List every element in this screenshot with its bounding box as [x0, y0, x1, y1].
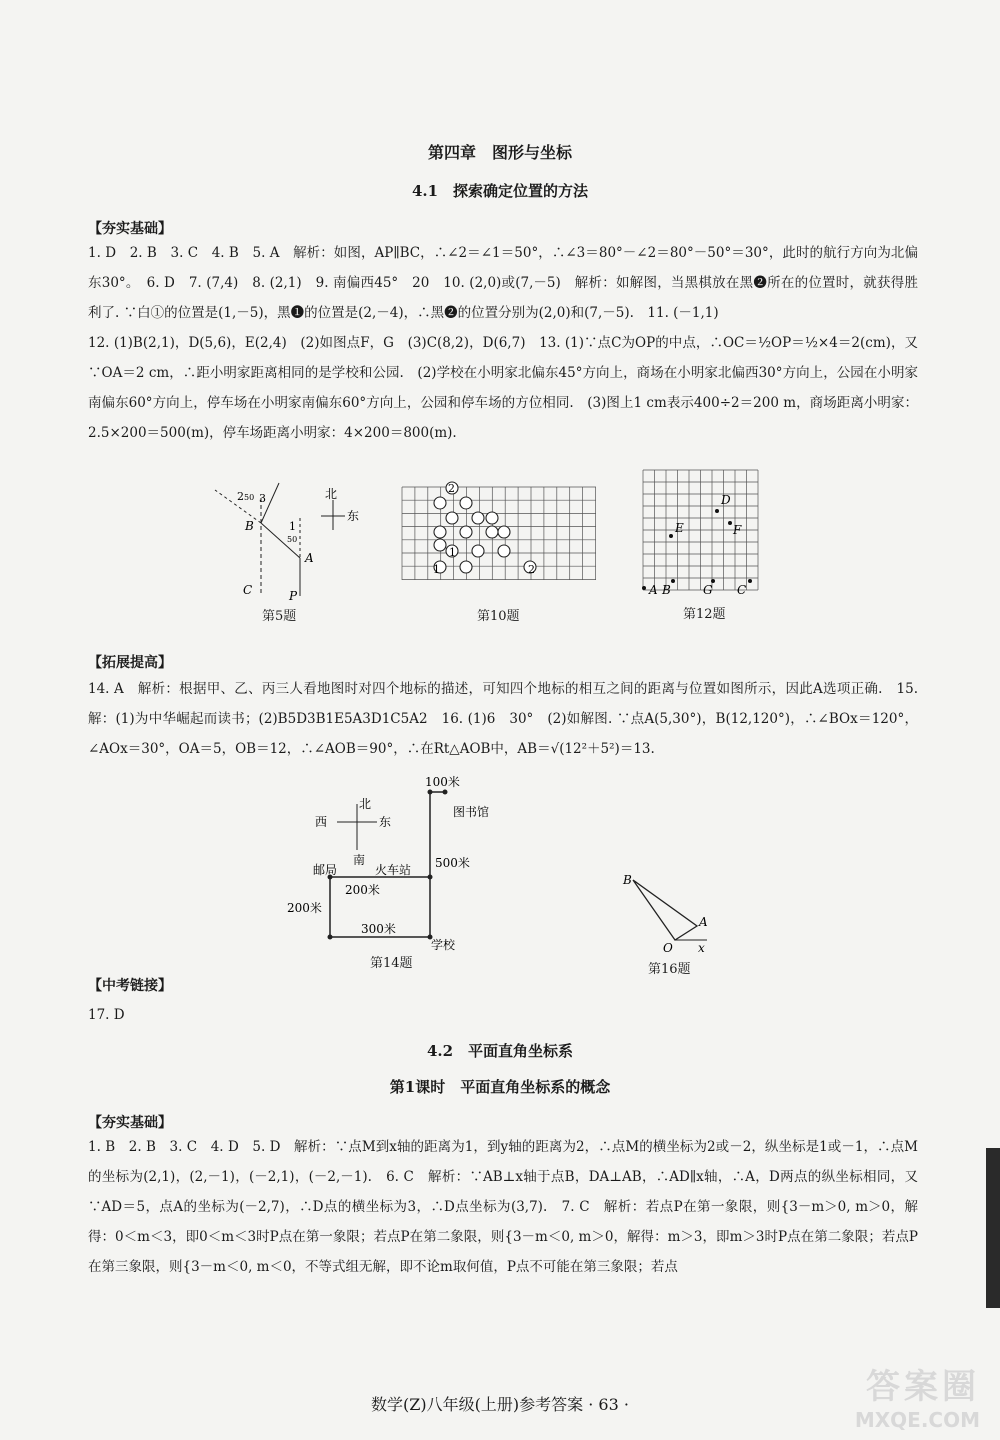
- section-title-4-2: 4.2 平面直角坐标系: [426, 1042, 574, 1060]
- fig12-dot-d: [715, 509, 719, 513]
- fig12-dot-b: [671, 579, 675, 583]
- fig12-dot-a: [642, 586, 646, 590]
- fig14-label-200m-top: 200米: [345, 883, 380, 897]
- fig14-label-library: 图书馆: [453, 805, 490, 819]
- fig12-label-f: F: [733, 523, 742, 537]
- fig16-triangle: [633, 880, 697, 940]
- fig12-dot-f: [728, 521, 732, 525]
- fig14-west: 西: [315, 815, 328, 829]
- lesson-title: 第1课时 平面直角坐标系的概念: [389, 1078, 611, 1096]
- fig12-label-b: B: [662, 583, 671, 597]
- fig16-label-o: O: [663, 941, 673, 955]
- fig14-node-library: [443, 790, 448, 795]
- answers-14-16: 14. A 解析：根据甲、乙、丙三人看地图时对四个地标的描述，可知四个地标的相互之间的距离与位置如图所示，因此A选项正确. 15. 解：(1)为中华崛起而读书；(2)B5D3B1E5A3D1C5A2 16. (1)6 30° (2)如解图. ∵点A(5,30°)，B(12,120°)，∴∠BOx＝120°，∠AOx＝30°，OA＝5，OB＝12，∴∠AOB＝90°，∴在Rt△AOB中，AB＝√(12²＋5²)＝13.: [88, 681, 918, 757]
- heading-extension: 【拓展提高】: [88, 655, 172, 671]
- figure-14-map: [285, 772, 490, 952]
- figure-10-board: [400, 482, 600, 582]
- fig5-east: 东: [347, 509, 360, 523]
- fig10-label-w1: 1: [449, 546, 456, 559]
- chapter-title: 第四章 图形与坐标: [427, 143, 572, 162]
- fig10-label-b2: 2: [528, 563, 535, 576]
- answer-17: 17. D: [88, 1007, 125, 1023]
- fig12-label-c: C: [737, 583, 747, 597]
- fig14-label-post: 邮局: [313, 863, 338, 877]
- fig5-north: 北: [325, 487, 338, 501]
- fig5-point-c: C: [243, 583, 253, 597]
- go-stone: [472, 512, 484, 524]
- fig5-label-3: 3: [259, 492, 266, 505]
- heading-exam-link: 【中考链接】: [88, 978, 172, 994]
- fig14-node-station: [428, 875, 433, 880]
- caption-16: 第16题: [648, 962, 691, 977]
- fig14-label-500m: 500米: [435, 856, 470, 870]
- go-stone: [434, 539, 446, 551]
- go-stone: [460, 561, 472, 573]
- fig5-label-deg: 50: [244, 493, 255, 502]
- caption-5: 第5题: [262, 609, 297, 624]
- answers-block-2: [88, 674, 918, 764]
- answers-block-1: [88, 238, 918, 448]
- fig14-label-station: 火车站: [375, 863, 412, 877]
- fig12-label-e: E: [675, 521, 684, 535]
- caption-14: 第14题: [370, 956, 413, 971]
- fig16-label-x: x: [698, 941, 705, 955]
- go-stone: [460, 526, 472, 538]
- fig12-label-g: G: [703, 583, 713, 597]
- answers-block-3: [88, 1000, 918, 1030]
- watermark: [855, 1359, 980, 1432]
- go-stone: [486, 512, 498, 524]
- figure-16-triangle: [615, 868, 715, 953]
- page-edge-tab: [986, 1148, 1000, 1308]
- fig5-label-2: 2: [237, 490, 244, 503]
- watermark-title: 答案圈: [866, 1367, 980, 1407]
- fig14-label-300m: 300米: [361, 922, 396, 936]
- go-stone: [486, 526, 498, 538]
- fig5-point-a: A: [305, 551, 314, 565]
- fig12-label-d: D: [721, 493, 731, 507]
- fig16-label-a: A: [699, 915, 708, 929]
- go-stone: [446, 512, 458, 524]
- go-stone: [498, 526, 510, 538]
- watermark-url: MXQE.COM: [854, 1408, 980, 1432]
- answers-1-11: 1. D 2. B 3. C 4. B 5. A 解析：如图，AP∥BC，∴∠2＝∠1＝50°，∴∠3＝80°－∠2＝80°－50°＝30°，此时的航行方向为北偏东30°。 6. D 7. (7,4) 8. (2,1) 9. 南偏西45° 20 10. (2,0)或(7,－5) 解析：如解图，当黑棋放在黑❷所在的位置时，就获得胜利了. ∵白①的位置是(1,－5)，黑❶的位置是(2,－4)，∴黑❷的位置分别为(2,0)和(7,－5). 11. (－1,1): [88, 245, 918, 321]
- go-stone: [472, 545, 484, 557]
- heading-basic: 【夯实基础】: [88, 221, 172, 237]
- figure-5: [205, 478, 365, 603]
- fig14-label-school: 学校: [431, 938, 456, 952]
- fig14-node-corner: [428, 790, 433, 795]
- caption-10: 第10题: [477, 609, 520, 624]
- fig5-point-p: P: [289, 589, 298, 603]
- fig12-dot-c: [748, 579, 752, 583]
- fig5-label-deg2: 50: [287, 535, 298, 544]
- answers-4-2-1-7: 1. B 2. B 3. C 4. D 5. D 解析：∵点M到x轴的距离为1，到y轴的距离为2，∴点M的横坐标为2或－2，纵坐标是1或－1，∴点M的坐标为(2,1)，(2,－1)，(－2,1)，(－2,－1). 6. C 解析：∵AB⊥x轴于点B，DA⊥AB，∴AD∥x轴，∴A，D两点的纵坐标相同，又∵AD＝5，点A的坐标为(－2,7)，∴D点的横坐标为3，∴D点坐标为(3,7). 7. C 解析：若点P在第一象限，则{3－m＞0, m＞0，解得：0＜m＜3，即0＜m＜3时P点在第一象限；若点P在第二象限，则{3－m＜0, m＞0，解得：m＞3，即m＞3时P点在第二象限；若点P在第三象限，则{3－m＜0, m＜0，不等式组无解，即不论m取何值，P点不可能在第三象限；若点: [88, 1139, 918, 1275]
- section-title-4-1: 4.1 探索确定位置的方法: [411, 182, 589, 200]
- fig5-point-b: B: [245, 519, 254, 533]
- go-stone: [498, 545, 510, 557]
- fig14-label-200m-left: 200米: [287, 901, 322, 915]
- go-stone: [434, 497, 446, 509]
- fig14-north: 北: [359, 797, 372, 811]
- go-stone: [434, 526, 446, 538]
- page-footer: 数学(Z)八年级(上册)参考答案 · 63 ·: [371, 1395, 629, 1414]
- fig12-dot-e: [669, 534, 673, 538]
- fig14-node-sw: [328, 935, 333, 940]
- caption-12: 第12题: [683, 607, 726, 622]
- fig14-east: 东: [379, 815, 392, 829]
- answers-12-13: 12. (1)B(2,1)，D(5,6)，E(2,4) (2)如图点F，G (3)C(8,2)，D(6,7) 13. (1)∵点C为OP的中点，∴OC＝½OP＝½×4＝2(cm)，又∵OA＝2 cm，∴距小明家距离相同的是学校和公园. (2)学校在小明家北偏东45°方向上，商场在小明家北偏西30°方向上，公园在小明家南偏东60°方向上，停车场在小明家南偏东60°方向上，公园和停车场的方位相同. (3)图上1 cm表示400÷2＝200 m，商场距离小明家：2.5×200＝500(m)，停车场距离小明家：4×200＝800(m).: [88, 335, 918, 441]
- figure-12-grid: [635, 468, 765, 596]
- fig5-label-1: 1: [289, 520, 296, 533]
- fig12-label-a: A: [649, 583, 658, 597]
- fig14-south: 南: [353, 853, 366, 867]
- fig10-label-b1: 1: [433, 563, 440, 576]
- fig10-label-top2: 2: [448, 482, 455, 495]
- fig14-label-100m: 100米: [425, 775, 460, 789]
- heading-basic-2: 【夯实基础】: [88, 1115, 172, 1131]
- go-stone: [460, 497, 472, 509]
- fig16-label-b: B: [623, 873, 632, 887]
- answers-block-4: [88, 1132, 918, 1282]
- fig10-stones: [434, 482, 536, 573]
